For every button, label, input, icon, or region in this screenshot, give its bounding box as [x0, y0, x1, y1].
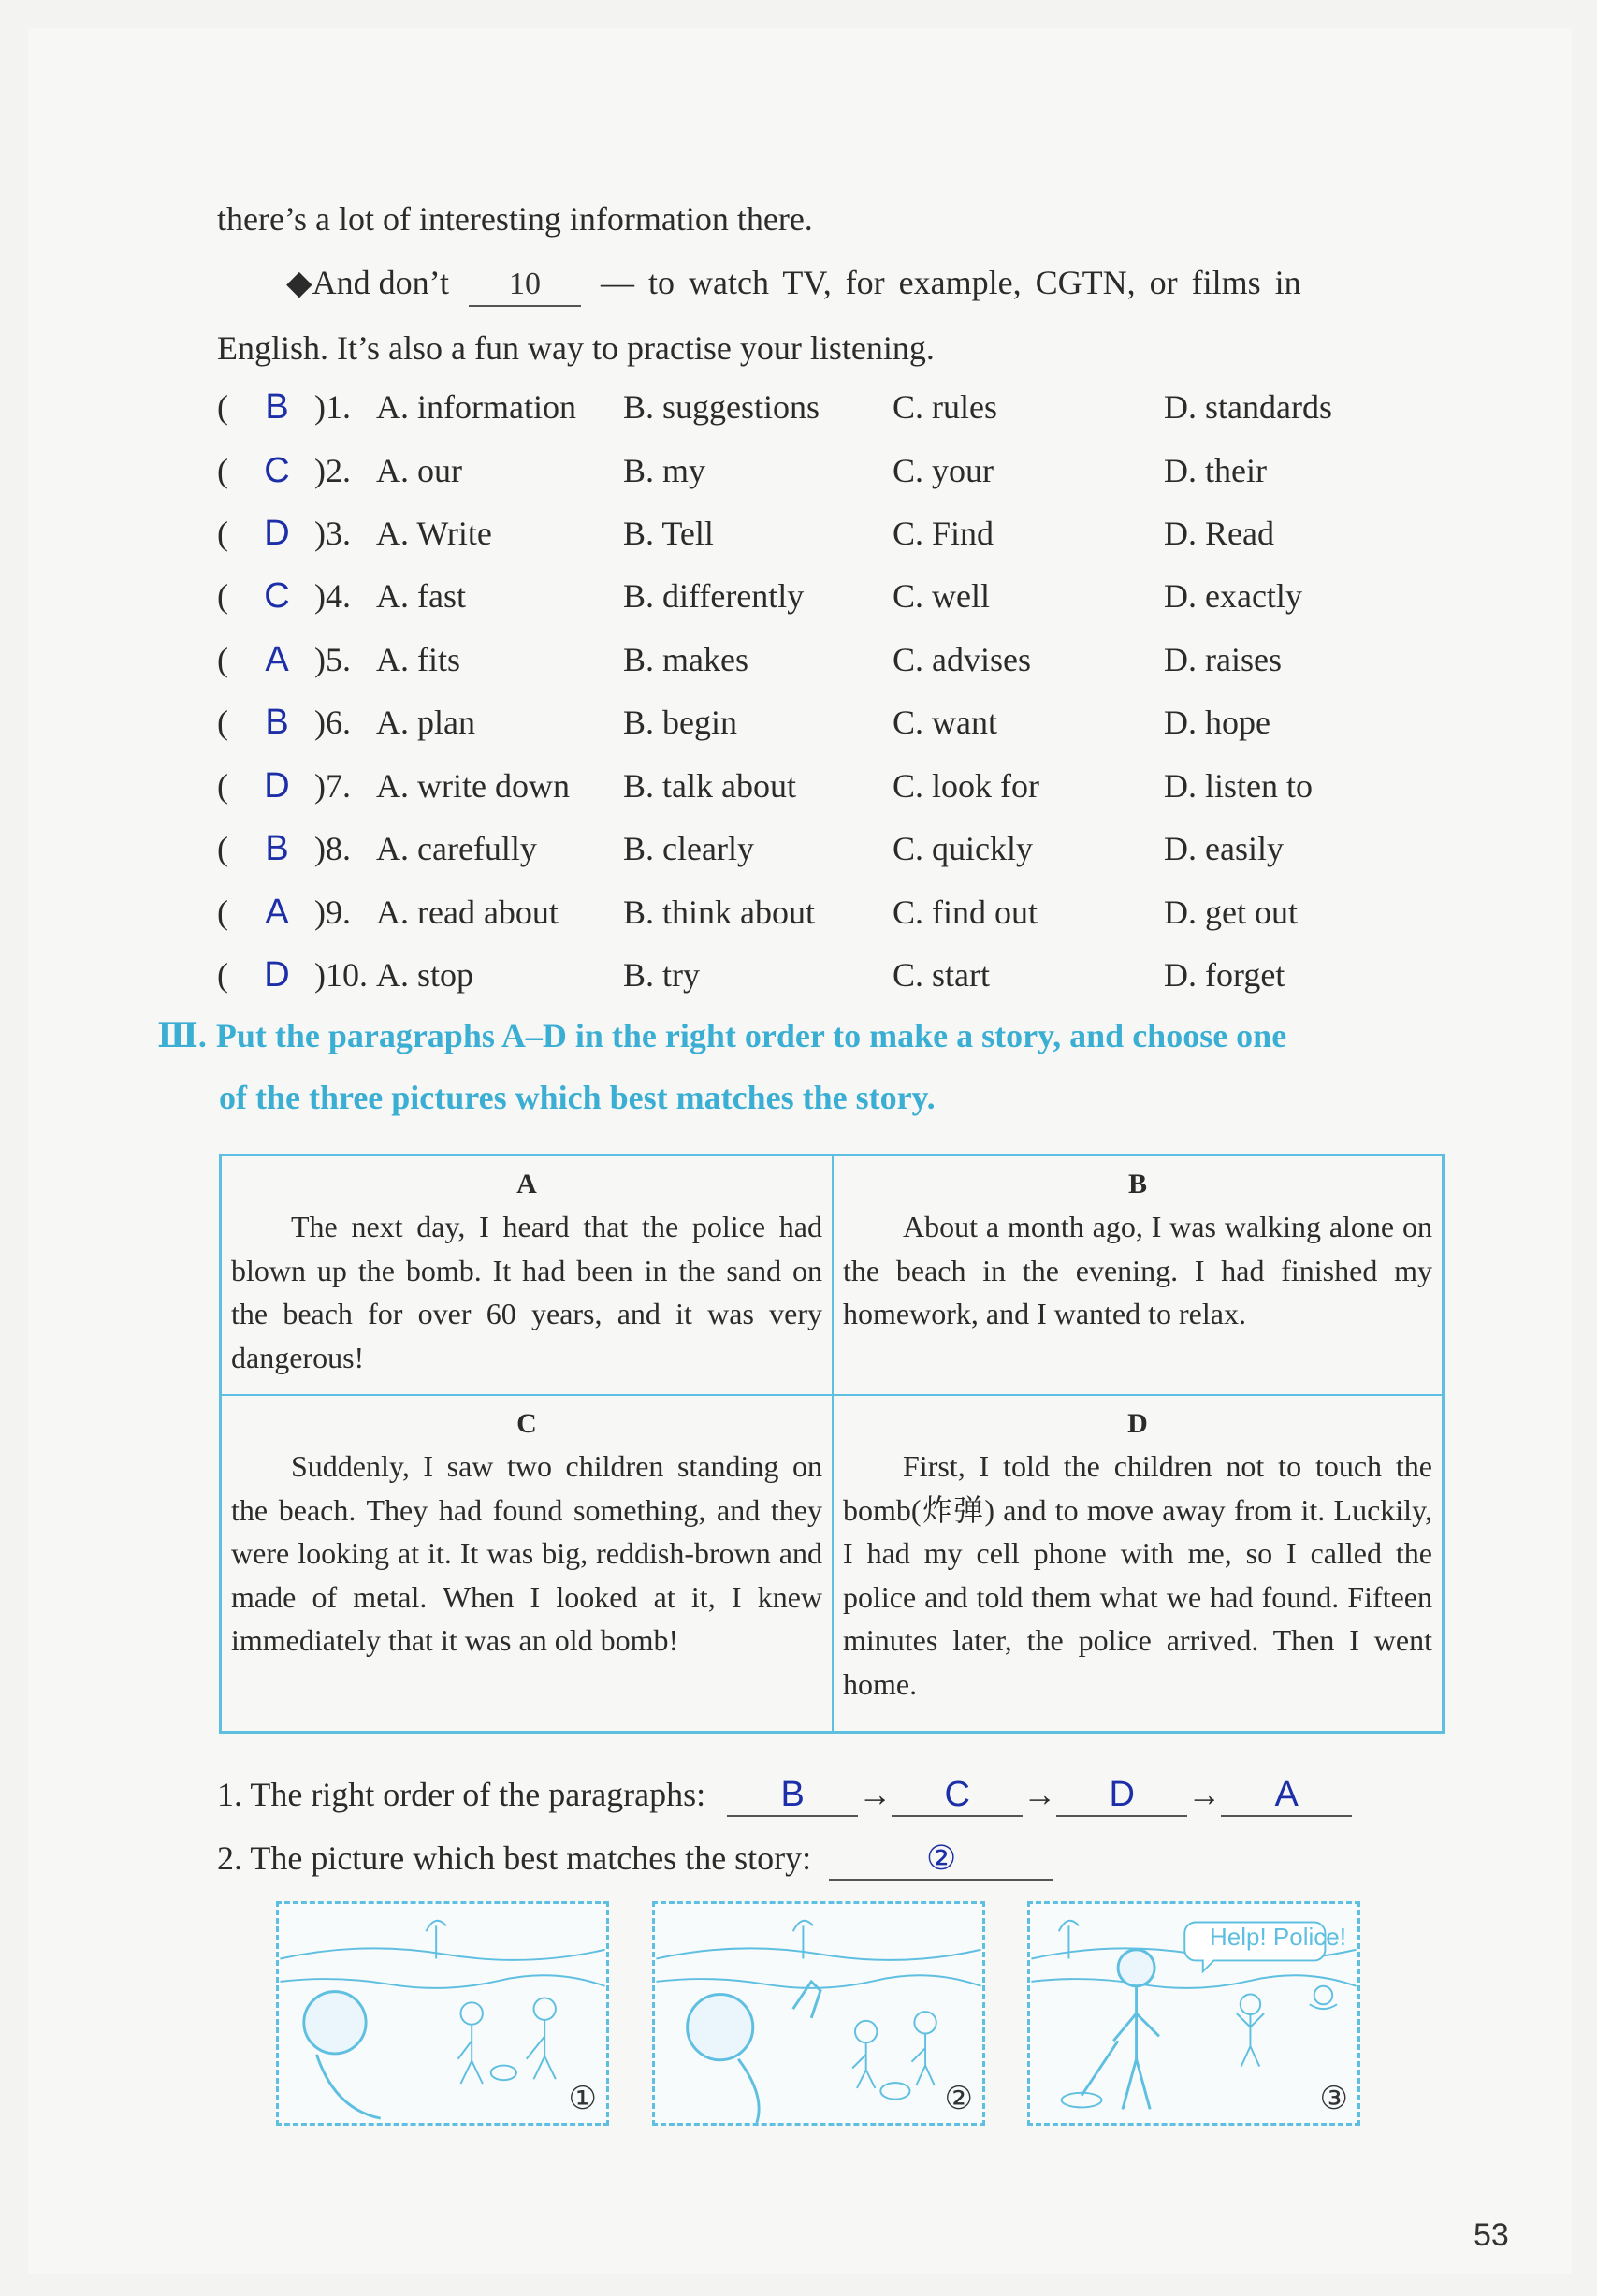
- option-c: C. advises: [893, 641, 1031, 678]
- answer-letter: D: [264, 955, 290, 995]
- option-a: A. write down: [376, 767, 570, 805]
- passage-line-2-prefix: ◆And don’t: [286, 264, 450, 301]
- option-b: B. differently: [623, 577, 805, 615]
- answer-letter: B: [265, 703, 289, 742]
- option-d: D. forget: [1164, 956, 1285, 994]
- task-2-label: 2. The picture which best matches the story:: [217, 1839, 812, 1877]
- answer-letter: B: [265, 829, 289, 868]
- arrow: →: [1023, 1776, 1057, 1813]
- arrow: →: [1187, 1776, 1222, 1813]
- option-d: D. exactly: [1164, 577, 1302, 615]
- option-d: D. get out: [1164, 894, 1298, 931]
- story-table: [219, 1154, 1445, 1734]
- option-a: A. read about: [376, 894, 559, 931]
- question-number: )1.: [314, 388, 351, 426]
- picture-2: [652, 1901, 985, 2126]
- option-d: D. Read: [1164, 515, 1274, 552]
- option-a: A. carefully: [376, 830, 537, 867]
- answer-letter: C: [264, 451, 290, 490]
- option-c: C. quickly: [893, 830, 1033, 867]
- paragraph-label: A: [516, 1169, 537, 1199]
- option-a: A. Write: [376, 515, 492, 552]
- question-number: )2.: [314, 452, 351, 489]
- option-c: C. well: [893, 577, 990, 615]
- question-number: )4.: [314, 577, 351, 615]
- question-number: )9.: [314, 894, 351, 931]
- option-d: D. standards: [1164, 388, 1332, 426]
- question-number: )8.: [314, 830, 351, 867]
- order-answer-3: D: [1056, 1774, 1187, 1817]
- paragraph-a: [222, 1156, 832, 1394]
- option-b: B. my: [623, 452, 706, 489]
- option-a: A. plan: [376, 704, 475, 741]
- passage-line-2: [286, 262, 1301, 307]
- paragraph-label: D: [1127, 1408, 1148, 1439]
- question-number: )6.: [314, 704, 351, 741]
- order-answer-1: B: [727, 1774, 858, 1817]
- paragraph-text: The next day, I heard that the police had blown up the bomb. It had been in the sand on the beach for over 60 years, and it was very dangerous!: [231, 1210, 822, 1374]
- option-b: B. try: [623, 956, 701, 994]
- paragraph-b: [834, 1156, 1442, 1394]
- paragraph-c: [222, 1396, 832, 1731]
- option-c: C. find out: [893, 894, 1038, 931]
- option-d: D. easily: [1164, 830, 1284, 867]
- option-a: A. fits: [376, 641, 460, 678]
- paragraph-d: [834, 1396, 1442, 1731]
- question-number: )7.: [314, 767, 351, 805]
- question-number: )10.: [314, 956, 368, 994]
- paragraph-text: Suddenly, I saw two children standing on the beach. They had found something, and they were looking at it. It was big, reddish-brown and made of metal. When I looked at it, I knew immediately that it was an old bomb!: [231, 1449, 822, 1657]
- answer-letter: D: [264, 766, 290, 806]
- answer-letter: A: [265, 893, 289, 932]
- speech-bubble-text: Help! Police!: [1210, 1923, 1346, 1951]
- task-2: [217, 1838, 1053, 1881]
- paragraph-label: B: [1127, 1169, 1147, 1199]
- picture-3: [1027, 1901, 1360, 2126]
- arrow: →: [858, 1776, 893, 1813]
- option-d: D. listen to: [1164, 767, 1313, 805]
- option-d: D. hope: [1164, 704, 1270, 741]
- question-number: )3.: [314, 515, 351, 552]
- paragraph-text: First, I told the children not to touch the bomb(炸弹) and to move away from it. Luckily, I had my cell phone with me, so I called the police and told them what we had found. Fifteen minutes later, the police arrived. Then I went home.: [843, 1449, 1432, 1701]
- passage-line-2-suffix: — to watch TV, for example, CGTN, or films in: [601, 264, 1301, 301]
- question-number: )5.: [314, 641, 351, 678]
- picture-number: ①: [568, 2082, 597, 2116]
- picture-answer: ②: [829, 1838, 1053, 1881]
- picture-number: ②: [944, 2082, 973, 2116]
- page-number: 53: [1474, 2217, 1509, 2253]
- picture-1: [276, 1901, 609, 2126]
- blank-10: 10: [469, 264, 581, 307]
- option-b: B. begin: [623, 704, 737, 741]
- option-b: B. makes: [623, 641, 748, 678]
- option-b: B. suggestions: [623, 388, 820, 426]
- section-heading-line-2: of the three pictures which best matches the story.: [219, 1079, 936, 1116]
- option-a: A. information: [376, 388, 576, 426]
- passage-line-3: English. It’s also a fun way to practise your listening.: [217, 329, 935, 367]
- option-c: C. rules: [893, 388, 997, 426]
- order-answer-2: C: [892, 1774, 1023, 1817]
- passage-line-1: there’s a lot of interesting information there.: [217, 200, 813, 238]
- paragraph-label: C: [516, 1408, 537, 1439]
- picture-number: ③: [1319, 2082, 1348, 2116]
- option-a: A. fast: [376, 577, 466, 615]
- task-1: [217, 1774, 1352, 1817]
- task-1-label: 1. The right order of the paragraphs:: [217, 1776, 706, 1813]
- beach-scene-2-illustration: [655, 1904, 982, 2123]
- option-c: C. look for: [893, 767, 1039, 805]
- option-b: B. clearly: [623, 830, 754, 867]
- option-c: C. your: [893, 452, 994, 489]
- option-a: A. stop: [376, 956, 474, 994]
- option-b: B. think about: [623, 894, 815, 931]
- option-d: D. raises: [1164, 641, 1282, 678]
- option-a: A. our: [376, 452, 462, 489]
- paragraph-text: About a month ago, I was walking alone on the beach in the evening. I had finished my homework, and I wanted to relax.: [843, 1210, 1432, 1330]
- option-b: B. talk about: [623, 767, 796, 805]
- option-c: C. Find: [893, 515, 994, 552]
- section-numeral: Ⅲ.: [157, 1017, 207, 1054]
- answer-letter: C: [264, 576, 290, 616]
- option-c: C. want: [893, 704, 997, 741]
- option-c: C. start: [893, 956, 990, 994]
- answer-letter: D: [264, 514, 290, 553]
- answer-letter: B: [265, 387, 289, 427]
- section-heading-line-1: Ⅲ. Put the paragraphs A–D in the right order to make a story, and choose one: [157, 1017, 1287, 1054]
- option-b: B. Tell: [623, 515, 714, 552]
- answer-letter: A: [265, 640, 289, 679]
- option-d: D. their: [1164, 452, 1267, 489]
- beach-scene-1-illustration: [279, 1904, 606, 2123]
- order-answer-4: A: [1221, 1774, 1352, 1817]
